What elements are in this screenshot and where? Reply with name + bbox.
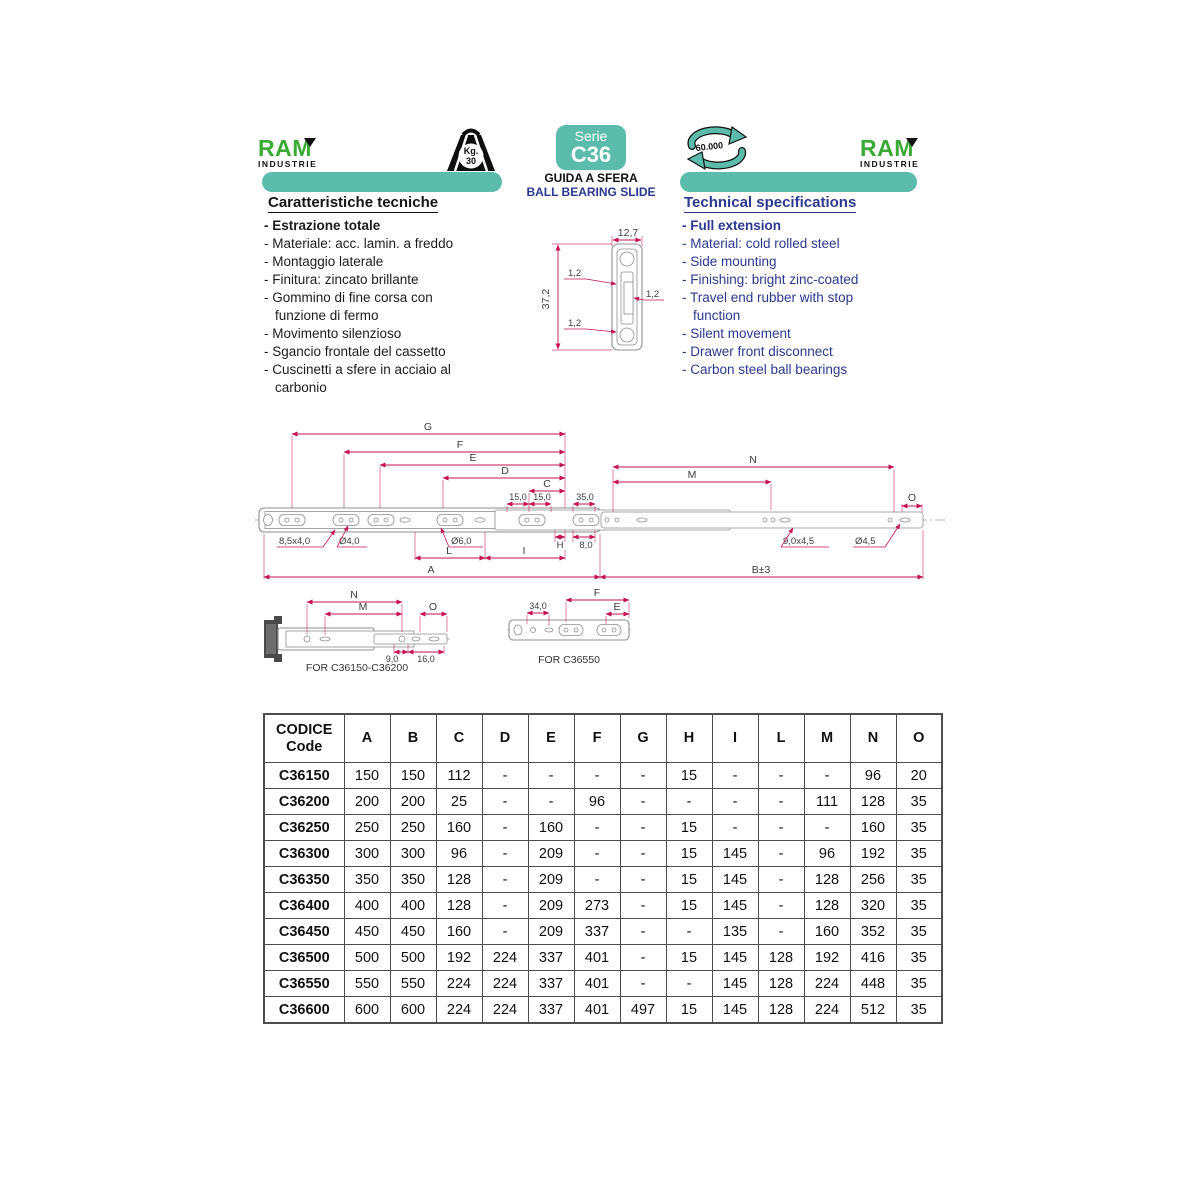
table-cell: 145 <box>712 945 758 971</box>
table-cell: 224 <box>804 971 850 997</box>
dim-label-l: L <box>446 545 452 557</box>
table-cell: 15 <box>666 841 712 867</box>
table-cell: 15 <box>666 815 712 841</box>
ram-logo-triangle-icon <box>906 138 918 147</box>
table-header-cell: B <box>390 714 436 763</box>
table-cell: - <box>758 867 804 893</box>
table-cell: - <box>620 893 666 919</box>
table-row <box>264 919 942 945</box>
table-cell: 160 <box>436 815 482 841</box>
table-cell: 15 <box>666 867 712 893</box>
table-cell: 128 <box>436 867 482 893</box>
table-cell: 224 <box>482 971 528 997</box>
table-cell: - <box>758 789 804 815</box>
table-cell: 128 <box>850 789 896 815</box>
spec-item: - Drawer front disconnect <box>682 344 833 359</box>
dim-label-o: O <box>428 601 438 613</box>
table-cell: 209 <box>528 841 574 867</box>
table-cell: 25 <box>436 789 482 815</box>
table-cell: - <box>620 867 666 893</box>
table-cell: 450 <box>344 919 390 945</box>
ram-logo-text: RAM <box>258 135 312 161</box>
table-cell: 401 <box>574 971 620 997</box>
table-cell: - <box>528 789 574 815</box>
table-row <box>264 789 942 815</box>
section-title-en: Technical specifications <box>684 194 857 211</box>
table-header-row <box>264 714 942 763</box>
series-code: C36 <box>570 142 612 167</box>
table-cell: 224 <box>482 945 528 971</box>
table-cell: 500 <box>344 945 390 971</box>
table-cell: - <box>482 867 528 893</box>
table-cell: 224 <box>436 971 482 997</box>
spec-item: - Carbon steel ball bearings <box>682 362 848 377</box>
detail-caption: FOR C36550 <box>538 654 600 664</box>
table-header-cell: M <box>804 714 850 763</box>
spec-item: - Movimento silenzioso <box>264 326 402 341</box>
section-title-en-wrap <box>684 194 856 213</box>
table-cell: 400 <box>390 893 436 919</box>
table-header-cell: L <box>758 714 804 763</box>
cycles-value-label: 60.000 <box>695 140 724 153</box>
table-cell-code: C36600 <box>264 997 344 1024</box>
table-cell: 35 <box>896 841 942 867</box>
table-cell: 160 <box>528 815 574 841</box>
spec-item: - Montaggio laterale <box>264 254 384 269</box>
ram-logo-triangle-icon <box>304 138 316 147</box>
table-cell: 550 <box>344 971 390 997</box>
dim-label-i: I <box>522 545 526 557</box>
slot-size-label: 8,5x4,0 <box>279 536 311 547</box>
table-cell: - <box>482 919 528 945</box>
table-cell: 300 <box>390 841 436 867</box>
dim-label-15-left: 15,0 <box>509 492 527 502</box>
table-header-code: CODICE Code <box>264 714 344 763</box>
main-dimension-drawing <box>255 420 945 588</box>
dim-label-e: E <box>469 452 477 464</box>
table-header-cell: I <box>712 714 758 763</box>
table-cell: - <box>666 789 712 815</box>
spec-item: - Silent movement <box>682 326 791 341</box>
table-header-cell: F <box>574 714 620 763</box>
table-cell: - <box>574 763 620 789</box>
table-cell: 160 <box>436 919 482 945</box>
dim-label-1-2-top: 1,2 <box>568 268 582 279</box>
table-cell: 96 <box>436 841 482 867</box>
table-cell: 209 <box>528 919 574 945</box>
table-header-cell: C <box>436 714 482 763</box>
spec-item: - Cuscinetti a sfere in acciaio al carbonio <box>264 362 451 395</box>
table-cell: 15 <box>666 763 712 789</box>
dim-label-o: O <box>907 492 917 504</box>
dim-label-m: M <box>358 601 368 613</box>
table-cell: 111 <box>804 789 850 815</box>
table-cell: - <box>574 867 620 893</box>
hole-6-label: Ø6,0 <box>451 536 472 547</box>
table-cell: 209 <box>528 893 574 919</box>
hole-45-label: Ø4,5 <box>855 536 876 547</box>
table-cell: 145 <box>712 893 758 919</box>
table-row <box>264 997 942 1024</box>
table-cell: 128 <box>804 893 850 919</box>
table-cell: 400 <box>344 893 390 919</box>
table-cell: - <box>620 763 666 789</box>
table-cell: 96 <box>850 763 896 789</box>
table-cell: - <box>528 763 574 789</box>
table-header-cell: A <box>344 714 390 763</box>
table-cell: 337 <box>528 971 574 997</box>
table-cell: - <box>712 763 758 789</box>
weight-value-label: 30 <box>465 156 477 166</box>
table-cell: 224 <box>804 997 850 1024</box>
section-title-it: Caratteristiche tecniche <box>268 194 439 211</box>
table-cell: 497 <box>620 997 666 1024</box>
dim-label-m: M <box>687 469 697 481</box>
table-cell: 337 <box>528 945 574 971</box>
table-cell: 273 <box>574 893 620 919</box>
spec-item: - Materiale: acc. lamin. a freddo <box>264 236 454 251</box>
table-header-cell: H <box>666 714 712 763</box>
table-row <box>264 945 942 971</box>
table-cell: - <box>620 919 666 945</box>
table-cell: - <box>666 919 712 945</box>
table-cell-code: C36550 <box>264 971 344 997</box>
detail-drawing-c36550 <box>505 588 633 664</box>
table-cell: 15 <box>666 997 712 1024</box>
table-cell: - <box>712 815 758 841</box>
table-cell: 300 <box>344 841 390 867</box>
table-cell: 128 <box>758 971 804 997</box>
spec-item: - Finitura: zincato brillante <box>264 272 419 287</box>
spec-list-en <box>682 217 888 379</box>
table-cell: - <box>758 893 804 919</box>
dim-label-9: 9,0 <box>385 654 399 664</box>
table-header-cell: G <box>620 714 666 763</box>
dim-label-f: F <box>593 588 601 599</box>
spec-item: - Side mounting <box>682 254 777 269</box>
table-cell: 128 <box>758 945 804 971</box>
weight-unit-label: Kg. <box>463 146 479 156</box>
table-header-cell: N <box>850 714 896 763</box>
table-cell: 128 <box>804 867 850 893</box>
table-cell: - <box>804 763 850 789</box>
table-cell: 209 <box>528 867 574 893</box>
table-cell: - <box>482 893 528 919</box>
table-cell: 192 <box>804 945 850 971</box>
table-cell: - <box>482 841 528 867</box>
table-cell: 192 <box>436 945 482 971</box>
table-row <box>264 867 942 893</box>
table-cell: - <box>482 815 528 841</box>
table-cell: 35 <box>896 893 942 919</box>
table-cell: 96 <box>804 841 850 867</box>
table-cell: 150 <box>344 763 390 789</box>
table-cell: 600 <box>344 997 390 1024</box>
table-header-cell: E <box>528 714 574 763</box>
table-cell: 250 <box>390 815 436 841</box>
table-cell: 337 <box>528 997 574 1024</box>
dim-label-15-right: 15,0 <box>533 492 551 502</box>
table-cell-code: C36450 <box>264 919 344 945</box>
table-cell: 200 <box>344 789 390 815</box>
table-cell: 200 <box>390 789 436 815</box>
dim-label-n: N <box>350 590 358 601</box>
spec-item: - Full extension <box>682 218 782 233</box>
teal-bar-left <box>262 172 502 192</box>
table-cell: 350 <box>344 867 390 893</box>
section-title-it-wrap <box>268 194 438 213</box>
table-cell: 96 <box>574 789 620 815</box>
table-cell-code: C36350 <box>264 867 344 893</box>
dim-label-a: A <box>427 564 435 576</box>
ram-logo-text: RAM <box>860 135 914 161</box>
table-cell: 112 <box>436 763 482 789</box>
table-cell: 145 <box>712 867 758 893</box>
dim-label-8: 8,0 <box>579 540 593 551</box>
teal-bar-right <box>680 172 917 192</box>
table-row <box>264 841 942 867</box>
table-header-cell: O <box>896 714 942 763</box>
table-cell: - <box>482 763 528 789</box>
table-row <box>264 893 942 919</box>
table-cell: 448 <box>850 971 896 997</box>
dim-label-37-2: 37,2 <box>540 288 552 310</box>
table-cell: 160 <box>804 919 850 945</box>
table-cell: 600 <box>390 997 436 1024</box>
table-cell: - <box>620 971 666 997</box>
dim-label-1-2-mid: 1,2 <box>646 289 660 300</box>
dim-label-f: F <box>456 439 464 451</box>
table-cell: 128 <box>436 893 482 919</box>
table-cell-code: C36400 <box>264 893 344 919</box>
table-cell-code: C36500 <box>264 945 344 971</box>
cycles-icon <box>684 124 750 172</box>
dim-label-g: G <box>423 421 433 433</box>
ram-logo-subtext: INDUSTRIE <box>258 159 318 169</box>
table-cell: - <box>620 815 666 841</box>
dim-label-h: H <box>556 540 564 551</box>
spec-list-it <box>264 217 476 397</box>
table-cell: 320 <box>850 893 896 919</box>
table-cell: - <box>574 841 620 867</box>
spec-item: - Finishing: bright zinc-coated <box>682 272 859 287</box>
weight-capacity-icon <box>437 127 505 173</box>
table-cell: 416 <box>850 945 896 971</box>
table-header-cell: D <box>482 714 528 763</box>
table-cell: - <box>620 841 666 867</box>
hole-4-label: Ø4,0 <box>339 536 360 547</box>
table-cell: 35 <box>896 971 942 997</box>
table-cell: 192 <box>850 841 896 867</box>
spec-item: - Gommino di fine corsa con funzione di fermo <box>264 290 433 323</box>
series-label: Serie <box>574 128 608 144</box>
table-cell: - <box>620 945 666 971</box>
table-cell: - <box>758 815 804 841</box>
table-cell: 550 <box>390 971 436 997</box>
table-cell: - <box>712 789 758 815</box>
dim-label-16: 16,0 <box>417 654 435 664</box>
table-cell-code: C36250 <box>264 815 344 841</box>
table-cell: 500 <box>390 945 436 971</box>
dim-label-35: 35,0 <box>576 492 594 502</box>
table-cell: 401 <box>574 997 620 1024</box>
table-cell: 224 <box>482 997 528 1024</box>
table-cell: 35 <box>896 867 942 893</box>
table-cell: 128 <box>758 997 804 1024</box>
dim-label-c: C <box>543 478 551 490</box>
table-cell: 352 <box>850 919 896 945</box>
weight-handle <box>463 131 479 136</box>
table-row <box>264 815 942 841</box>
series-badge <box>556 125 626 170</box>
table-cell: 15 <box>666 893 712 919</box>
spec-item: - Estrazione totale <box>264 218 381 233</box>
table-cell-code: C36150 <box>264 763 344 789</box>
dim-label-1-2-bottom: 1,2 <box>568 318 582 329</box>
table-cell-code: C36200 <box>264 789 344 815</box>
table-cell: 450 <box>390 919 436 945</box>
table-cell: - <box>804 815 850 841</box>
table-cell: - <box>574 815 620 841</box>
table-cell: - <box>666 971 712 997</box>
table-cell: 512 <box>850 997 896 1024</box>
table-cell: 20 <box>896 763 942 789</box>
table-row <box>264 971 942 997</box>
product-title-en: BALL BEARING SLIDE <box>526 185 656 199</box>
dim-label-b: B±3 <box>751 564 771 576</box>
table-cell: 145 <box>712 971 758 997</box>
detail-drawing-c36150-c36200 <box>262 590 452 672</box>
dim-label-34: 34,0 <box>529 601 547 611</box>
spec-item: - Sgancio frontale del cassetto <box>264 344 446 359</box>
ram-logo-subtext: INDUSTRIE <box>860 159 920 169</box>
table-cell: 337 <box>574 919 620 945</box>
spec-item: - Travel end rubber with stop function <box>682 290 854 323</box>
table-cell: 145 <box>712 997 758 1024</box>
table-cell: - <box>482 789 528 815</box>
spec-item: - Material: cold rolled steel <box>682 236 840 251</box>
ram-logo-right <box>860 135 940 169</box>
table-cell: 401 <box>574 945 620 971</box>
table-cell: 150 <box>390 763 436 789</box>
table-cell: 145 <box>712 841 758 867</box>
table-cell: 35 <box>896 815 942 841</box>
product-title-it: GUIDA A SFERA <box>544 171 638 185</box>
dim-label-n: N <box>749 454 757 466</box>
slot-size-right-label: 9,0x4,5 <box>783 536 815 547</box>
table-cell: 224 <box>436 997 482 1024</box>
table-cell: 15 <box>666 945 712 971</box>
table-cell: 35 <box>896 919 942 945</box>
table-cell: - <box>620 789 666 815</box>
spec-table <box>263 713 943 1024</box>
table-cell: 160 <box>850 815 896 841</box>
table-row <box>264 763 942 789</box>
table-cell-code: C36300 <box>264 841 344 867</box>
table-cell: 256 <box>850 867 896 893</box>
table-cell: - <box>758 919 804 945</box>
cross-section-drawing <box>538 226 666 360</box>
table-cell: 250 <box>344 815 390 841</box>
table-cell: 35 <box>896 789 942 815</box>
table-cell: - <box>758 841 804 867</box>
ram-logo-left <box>258 135 338 169</box>
table-cell: 135 <box>712 919 758 945</box>
detail-caption: FOR C36150-C36200 <box>305 662 409 672</box>
dim-label-d: D <box>501 465 509 477</box>
dim-label-e: E <box>613 601 621 613</box>
dim-label-12-7: 12,7 <box>617 227 639 239</box>
table-cell: 350 <box>390 867 436 893</box>
table-cell: 35 <box>896 945 942 971</box>
table-cell: - <box>758 763 804 789</box>
table-cell: 35 <box>896 997 942 1024</box>
